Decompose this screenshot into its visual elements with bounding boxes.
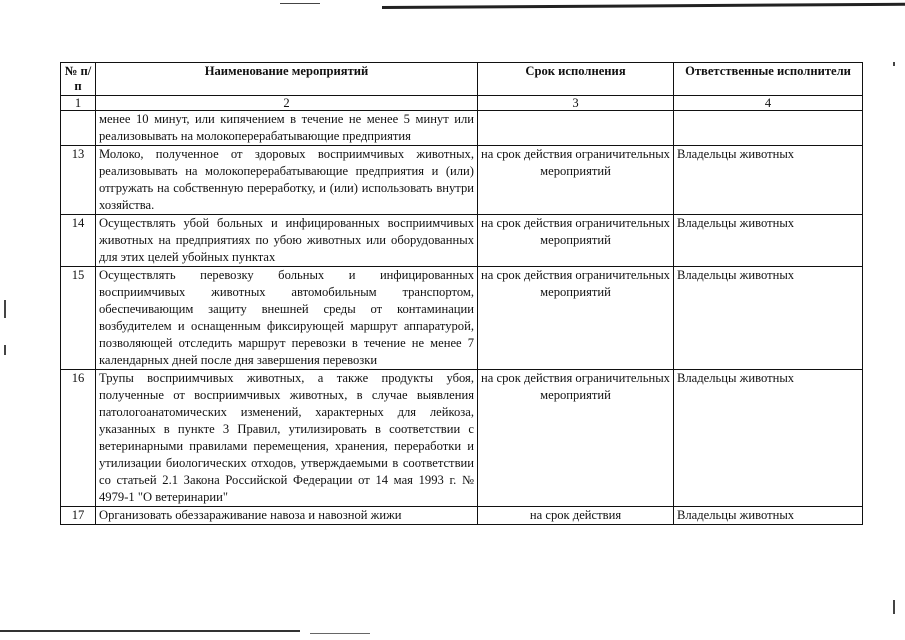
row-number [61,111,96,146]
row-number: 14 [61,215,96,267]
scan-artifact [4,345,6,355]
row-term: на срок действия [478,507,674,525]
row-measure: менее 10 минут, или кипячением в течение не менее 5 минут или реализовывать на молокоперерабатывающие предприятия [96,111,478,146]
column-index-row [61,96,863,111]
row-number: 15 [61,267,96,370]
column-index: 1 [61,96,96,111]
scan-artifact [310,633,370,634]
table-row [61,267,863,370]
row-responsible [674,111,863,146]
row-number: 13 [61,146,96,215]
row-measure: Осуществлять перевозку больных и инфицированных восприимчивых животных автомобильным транспортом, обеспечивающим защиту внешней среды от контаминации возбудителем и оснащенным фиксирующей маршрут аппаратурой, позволяющей отследить маршрут перевозки в течение не менее 7 календарных дней после дня завершения перевозки [96,267,478,370]
header-term: Срок исполнения [478,63,674,96]
table-row [61,146,863,215]
row-measure: Молоко, полученное от здоровых восприимчивых животных, реализовывать на молокоперерабатывающие предприятия и (или) отгружать на собственную переработку, и (или) использовать внутри хозяйства. [96,146,478,215]
table-header-row [61,63,863,96]
row-term: на срок действия ограничительных мероприятий [478,370,674,507]
scan-artifact [0,630,300,632]
row-responsible: Владельцы животных [674,370,863,507]
header-name: Наименование мероприятий [96,63,478,96]
row-responsible: Владельцы животных [674,146,863,215]
row-term: на срок действия ограничительных мероприятий [478,146,674,215]
row-number: 17 [61,507,96,525]
row-number: 16 [61,370,96,507]
column-index: 4 [674,96,863,111]
scan-artifact [280,3,320,4]
row-measure: Осуществлять убой больных и инфицированных восприимчивых животных на предприятиях по убою животных или оборудованных для этих целей убойных пунктах [96,215,478,267]
scan-artifact [382,3,905,9]
row-measure: Трупы восприимчивых животных, а также продукты убоя, полученные от восприимчивых животных, в случае выявления патологоанатомических изменений, характерных для лейкоза, указанных в пункте 3 Правил, утилизировать в соответствии с ветеринарными правилами перемещения, хранения, переработки и утилизации биологических отходов, утверждаемыми в соответствии со статьей 2.1 Закона Российской Федерации от 14 мая 1993 г. № 4979-1 "О ветеринарии" [96,370,478,507]
row-responsible: Владельцы животных [674,507,863,525]
scan-artifact [893,600,895,614]
table-row [61,215,863,267]
table-row [61,507,863,525]
row-term: на срок действия ограничительных мероприятий [478,215,674,267]
row-measure: Организовать обеззараживание навоза и навозной жижи [96,507,478,525]
row-term [478,111,674,146]
row-responsible: Владельцы животных [674,215,863,267]
column-index: 3 [478,96,674,111]
row-responsible: Владельцы животных [674,267,863,370]
scan-artifact [893,62,895,66]
table-row [61,370,863,507]
header-num: № п/п [61,63,96,96]
column-index: 2 [96,96,478,111]
table-row [61,111,863,146]
header-responsible: Ответственные исполнители [674,63,863,96]
scan-artifact [4,300,6,318]
row-term: на срок действия ограничительных мероприятий [478,267,674,370]
measures-table [60,62,863,525]
